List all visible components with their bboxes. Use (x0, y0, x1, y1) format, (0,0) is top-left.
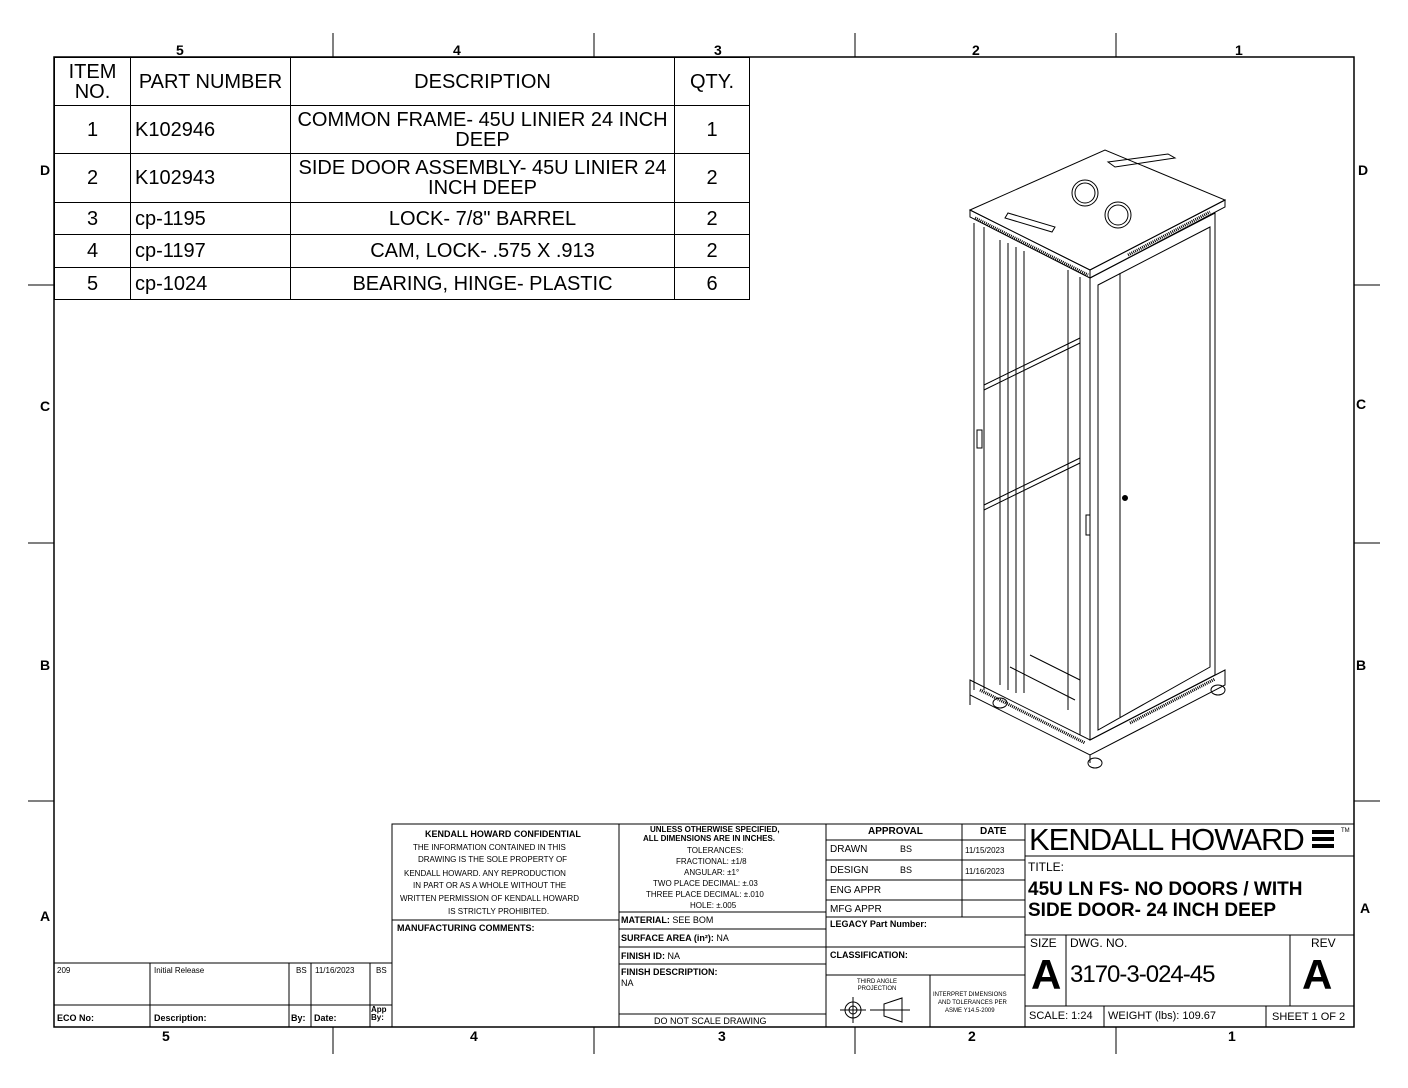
drawing-title-line-2: SIDE DOOR- 24 INCH DEEP (1028, 900, 1277, 921)
approval-row-by: BS (900, 865, 913, 875)
zone-top-1: 1 (1235, 42, 1243, 58)
bom-part-number: cp-1024 (131, 268, 291, 300)
material-value: SEE BOM (672, 915, 714, 925)
bom-item: 5 (55, 268, 131, 300)
date-header: DATE (980, 826, 1007, 837)
bom-qty: 6 (675, 268, 750, 300)
dwg-no-label: DWG. NO. (1070, 936, 1128, 950)
legacy-part-label: LEGACY Part Number: (830, 919, 927, 929)
approval-row-label: MFG APPR (830, 904, 882, 915)
zone-bottom-2: 2 (968, 1028, 976, 1044)
zone-top-5: 5 (176, 42, 184, 58)
finish-desc-label: FINISH DESCRIPTION: (621, 967, 718, 977)
by-header: By: (291, 1013, 306, 1023)
tolerance-header-1: UNLESS OTHERWISE SPECIFIED, (650, 825, 780, 834)
tolerance-line: HOLE: ±.005 (690, 901, 737, 910)
tolerance-header-2: ALL DIMENSIONS ARE IN INCHES. (643, 834, 776, 843)
bom-description: COMMON FRAME- 45U LINIER 24 INCH DEEP (291, 106, 675, 154)
date-column-header: Date: (314, 1013, 337, 1023)
sheet-number: SHEET 1 OF 2 (1272, 1011, 1346, 1023)
finish-desc-value: NA (621, 978, 634, 988)
zone-right-c: C (1356, 396, 1367, 412)
revision-description: Initial Release (154, 966, 205, 975)
zone-left-b: B (40, 657, 51, 673)
bom-qty: 2 (675, 235, 750, 268)
tolerance-line: FRACTIONAL: ±1/8 (676, 857, 747, 866)
zone-left-d: D (40, 162, 51, 178)
projection-label: THIRD ANGLE PROJECTION (856, 979, 897, 992)
app-by-header: App By: (371, 1005, 387, 1022)
bom-header-part: PART NUMBER (131, 58, 291, 106)
surface-area-value: NA (716, 933, 729, 943)
bom-header-qty: QTY. (675, 58, 750, 106)
tolerance-line: TWO PLACE DECIMAL: ±.03 (653, 879, 758, 888)
bom-description: BEARING, HINGE- PLASTIC (291, 268, 675, 300)
bom-item: 4 (55, 235, 131, 268)
finish-id-value: NA (667, 951, 681, 961)
confidential-line: WRITTEN PERMISSION OF KENDALL HOWARD (400, 894, 579, 903)
zone-top-3: 3 (714, 42, 722, 58)
approval-row-date: 11/16/2023 (965, 867, 1005, 876)
material-label: MATERIAL: (621, 915, 670, 925)
interpret-line: AND TOLERANCES PER (938, 1000, 1007, 1006)
confidential-line: THE INFORMATION CONTAINED IN THIS (413, 843, 566, 852)
bom-qty: 2 (675, 203, 750, 235)
zone-bottom-3: 3 (718, 1028, 726, 1044)
surface-area-row (621, 933, 729, 944)
interpret-line: ASME Y14.5-2009 (945, 1008, 995, 1014)
finish-id-label: FINISH ID: (621, 951, 665, 961)
mfg-comments-label: MANUFACTURING COMMENTS: (397, 923, 535, 933)
finish-id-row (621, 951, 680, 962)
scale-value: SCALE: 1:24 (1029, 1010, 1093, 1022)
bom-item: 3 (55, 203, 131, 235)
size-value: A (1031, 951, 1062, 998)
bom-item: 2 (55, 154, 131, 203)
zone-right-a: A (1360, 900, 1371, 916)
revision-date: 11/16/2023 (315, 966, 355, 975)
bom-part-number: K102943 (131, 154, 291, 203)
revision-by: BS (296, 966, 307, 975)
revision-eco: 209 (57, 966, 71, 975)
size-label: SIZE (1030, 936, 1057, 950)
zone-bottom-4: 4 (470, 1028, 478, 1044)
zone-top-2: 2 (972, 42, 980, 58)
zone-top-4: 4 (453, 42, 461, 58)
title-label: TITLE: (1028, 860, 1065, 874)
zone-right-b: B (1356, 657, 1367, 673)
bom-part-number: K102946 (131, 106, 291, 154)
bom-description: CAM, LOCK- .575 X .913 (291, 235, 675, 268)
tolerance-line: TOLERANCES: (687, 846, 744, 855)
bom-header-item: ITEM NO. (55, 58, 131, 106)
bom-header-description: DESCRIPTION (291, 58, 675, 106)
confidential-title: KENDALL HOWARD CONFIDENTIAL (425, 829, 581, 839)
approval-row-by: BS (900, 844, 913, 854)
zone-left-c: C (40, 398, 51, 414)
confidential-line: DRAWING IS THE SOLE PROPERTY OF (418, 855, 568, 864)
zone-bottom-5: 5 (162, 1028, 170, 1044)
approval-row-label: ENG APPR (830, 885, 882, 896)
interpret-line: INTERPRET DIMENSIONS (933, 992, 1007, 998)
tolerance-line: ANGULAR: ±1° (684, 868, 740, 877)
classification-label: CLASSIFICATION: (830, 950, 908, 960)
approval-row-date: 11/15/2023 (965, 846, 1005, 855)
revision-approved-by: BS (376, 966, 387, 975)
description-header: Description: (154, 1013, 207, 1023)
approval-row-label: DESIGN (830, 865, 869, 876)
projection-symbol-icon (840, 997, 910, 1023)
trademark-symbol: TM (1341, 828, 1350, 834)
approval-header: APPROVAL (868, 826, 923, 837)
company-logo: KENDALL HOWARD (1029, 822, 1304, 857)
confidential-line: IN PART OR AS A WHOLE WITHOUT THE (413, 881, 567, 890)
zone-bottom-1: 1 (1228, 1028, 1236, 1044)
bom-description: LOCK- 7/8" BARREL (291, 203, 675, 235)
surface-area-label: SURFACE AREA (in²): (621, 933, 714, 943)
material-row (621, 915, 713, 926)
revision-value: A (1302, 951, 1333, 998)
do-not-scale-note: DO NOT SCALE DRAWING (654, 1016, 767, 1026)
bom-item: 1 (55, 106, 131, 154)
weight-value: WEIGHT (lbs): 109.67 (1108, 1010, 1216, 1022)
confidential-line: KENDALL HOWARD. ANY REPRODUCTION (404, 869, 566, 878)
drawing-number: 3170-3-024-45 (1070, 961, 1215, 988)
bom-qty: 1 (675, 106, 750, 154)
zone-right-d: D (1358, 162, 1369, 178)
bom-description: SIDE DOOR ASSEMBLY- 45U LINIER 24 INCH DEEP (291, 154, 675, 203)
drawing-title-line-1: 45U LN FS- NO DOORS / WITH (1028, 879, 1303, 900)
confidential-line: IS STRICTLY PROHIBITED. (448, 907, 550, 916)
tolerance-line: THREE PLACE DECIMAL: ±.010 (646, 890, 764, 899)
zone-left-a: A (40, 908, 51, 924)
approval-row-label: DRAWN (830, 844, 868, 855)
logo-stripes-icon (1312, 828, 1336, 854)
bom-part-number: cp-1195 (131, 203, 291, 235)
rev-label: REV (1311, 936, 1336, 950)
bom-part-number: cp-1197 (131, 235, 291, 268)
bom-qty: 2 (675, 154, 750, 203)
eco-header: ECO No: (57, 1013, 94, 1023)
